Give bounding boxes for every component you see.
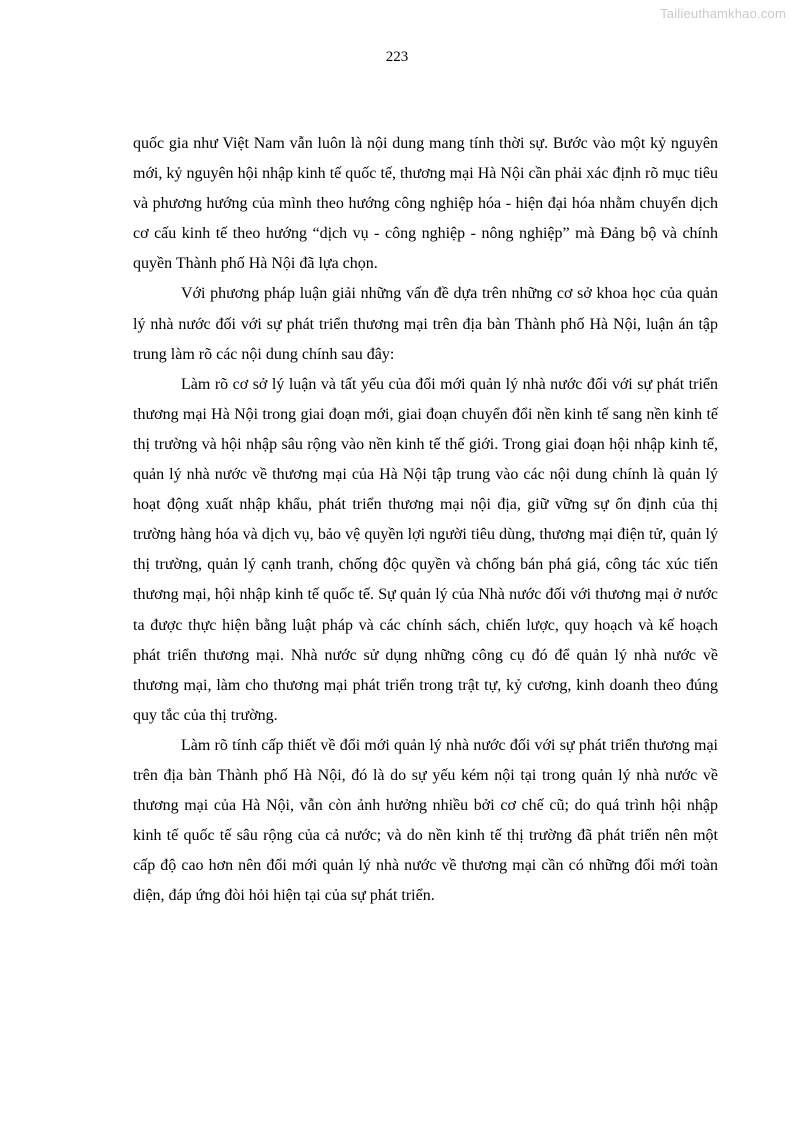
document-body [133, 129, 718, 911]
paragraph-theoretical-basis: Làm rõ cơ sở lý luận và tất yếu của đổi mới quản lý nhà nước đối với sự phát triển thương mại Hà Nội trong giai đoạn mới, giai đoạn chuyển đổi nền kinh tế sang nền kinh tế thị trường và hội nhập sâu rộng vào nền kinh tế thế giới. Trong giai đoạn hội nhập kinh tế, quản lý nhà nước về thương mại của Hà Nội tập trung vào các nội dung chính là quản lý hoạt động xuất nhập khẩu, phát triển thương mại nội địa, giữ vững sự ổn định của thị trường hàng hóa và dịch vụ, bảo vệ quyền lợi người tiêu dùng, thương mại điện tử, quản lý thị trường, quản lý cạnh tranh, chống độc quyền và chống bán phá giá, công tác xúc tiến thương mại, hội nhập kinh tế quốc tế. Sự quản lý của Nhà nước đối với thương mại ở nước ta được thực hiện bằng luật pháp và các chính sách, chiến lược, quy hoạch và kế hoạch phát triển thương mại. Nhà nước sử dụng những công cụ đó để quản lý nhà nước về thương mại, làm cho thương mại phát triển trong trật tự, kỷ cương, kinh doanh theo đúng quy tắc của thị trường. [133, 375, 718, 724]
page-number: 223 [385, 49, 409, 65]
paragraph-methodology: Với phương pháp luận giải những vấn đề dựa trên những cơ sở khoa học của quản lý nhà nước đối với sự phát triển thương mại trên địa bàn Thành phố Hà Nội, luận án tập trung làm rõ các nội dung chính sau đây: [133, 285, 718, 363]
paragraph-urgency: Làm rõ tính cấp thiết về đổi mới quản lý nhà nước đối với sự phát triển thương mại trên địa bàn Thành phố Hà Nội, đó là do sự yếu kém nội tại trong quản lý nhà nước về thương mại của Hà Nội, vẫn còn ảnh hưởng nhiều bởi cơ chế cũ; do quá trình hội nhập kinh tế quốc tế sâu rộng của cả nước; và do nền kinh tế thị trường đã phát triển nên một cấp độ cao hơn nên đổi mới quản lý nhà nước về thương mại cần có những đổi mới toàn diện, đáp ứng đòi hỏi hiện tại của sự phát triển. [133, 736, 718, 905]
watermark-text: Tailieuthamkhao.com [660, 6, 786, 21]
paragraph-continuation: quốc gia như Việt Nam vẫn luôn là nội dung mang tính thời sự. Bước vào một kỷ nguyên mới, kỷ nguyên hội nhập kinh tế quốc tế, thương mại Hà Nội cần phải xác định rõ mục tiêu và phương hướng của mình theo hướng công nghiệp hóa - hiện đại hóa nhằm chuyển dịch cơ cấu kinh tế theo hướng “dịch vụ - công nghiệp - nông nghiệp” mà Đảng bộ và chính quyền Thành phố Hà Nội đã lựa chọn. [133, 135, 718, 273]
